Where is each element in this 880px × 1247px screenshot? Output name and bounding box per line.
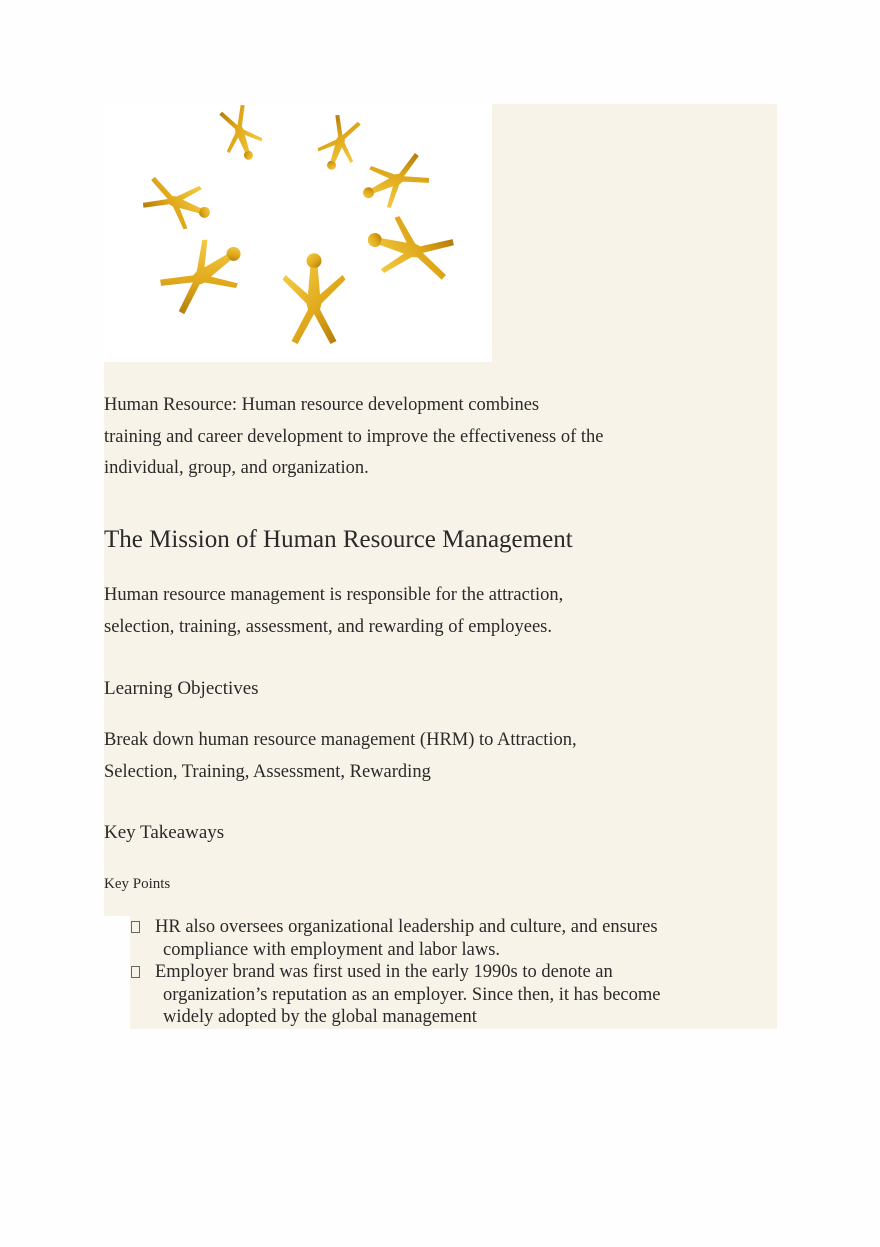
intro-line: Human resource management is responsible for the attraction, <box>104 585 564 605</box>
objectives-line: Break down human resource management (HRM) to Attraction, <box>104 730 577 750</box>
list-item-text: Employer brand was first used in the early 1990s to denote an organization’s reputation as an employer. Since then, it has become widely adopted by the global management <box>155 962 661 1027</box>
list-item <box>130 961 670 1029</box>
people-circle-illustration <box>104 104 492 362</box>
people-circle-icon <box>104 104 492 362</box>
key-points-list <box>130 916 670 1029</box>
caption-line: Human Resource: Human resource development combines <box>104 395 540 415</box>
caption-line: training and career development to improve the effectiveness of the <box>104 426 604 447</box>
missing-glyph-bullet-icon <box>131 921 140 933</box>
key-takeaways-heading: Key Takeaways <box>104 822 225 843</box>
intro-line: selection, training, assessment, and rewarding of employees. <box>104 616 552 637</box>
section-title: The Mission of Human Resource Management <box>104 526 573 553</box>
missing-glyph-bullet-icon <box>131 966 140 978</box>
list-item-text: HR also oversees organizational leadership and culture, and ensures compliance with employment and labor laws. <box>155 917 658 960</box>
objectives-line: Selection, Training, Assessment, Rewarding <box>104 761 431 782</box>
caption-line: individual, group, and organization. <box>104 458 369 478</box>
key-points-heading: Key Points <box>104 876 171 892</box>
figure-caption <box>104 390 664 485</box>
learning-objectives-text <box>104 725 664 788</box>
learning-objectives-heading: Learning Objectives <box>104 678 259 699</box>
list-item <box>130 916 670 961</box>
section-intro <box>104 580 664 643</box>
